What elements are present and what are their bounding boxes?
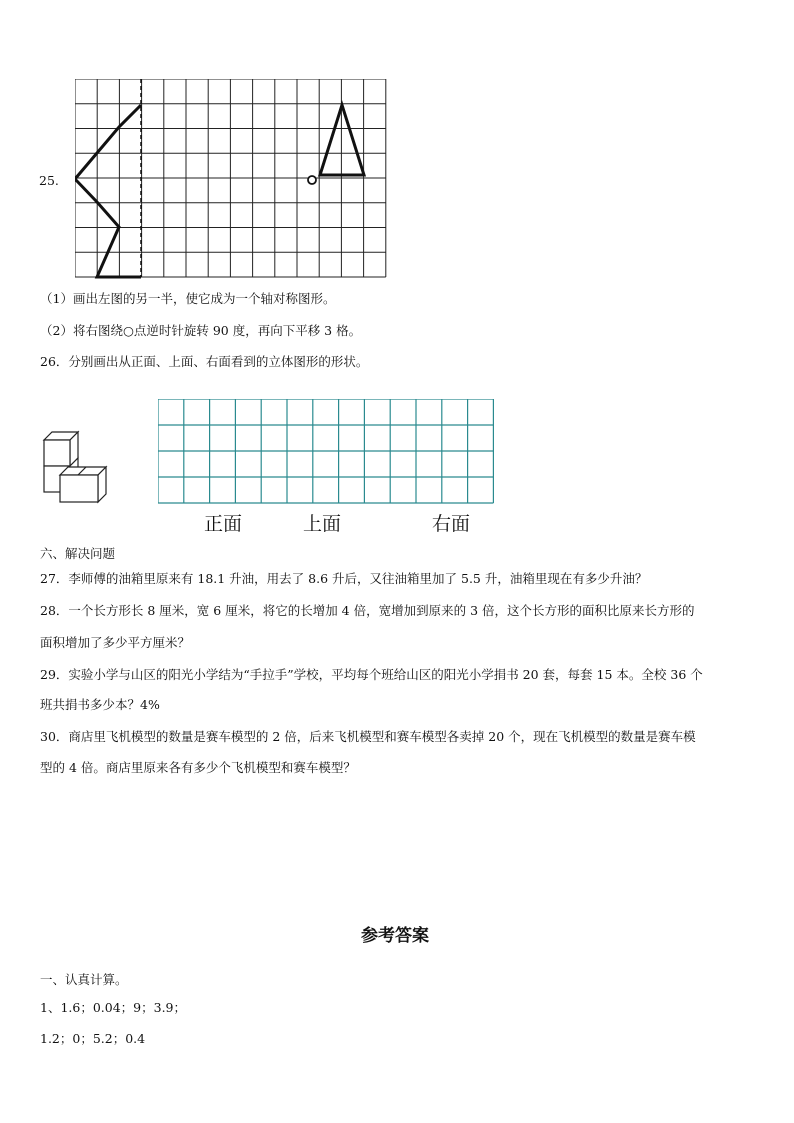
question-25-grid-figure xyxy=(75,79,389,279)
answers-line-1: 1、1.6；0.04；9；3.9； xyxy=(40,1000,186,1015)
question-26-drawing-grid xyxy=(158,399,496,505)
answers-title: 参考答案 xyxy=(361,926,429,946)
question-29-line-1: 29．实验小学与山区的阳光小学结为“手拉手”学校，平均每个班给山区的阳光小学捐书 20 套，每套 15 本。全校 36 个 xyxy=(40,667,703,682)
right-view-label: 右面 xyxy=(432,513,471,535)
rotation-center-point xyxy=(308,176,316,184)
question-25-number: 25. xyxy=(39,173,59,188)
question-29-line-2: 班共捐书多少本？4% xyxy=(40,697,160,712)
answers-section-1-heading: 一、认真计算。 xyxy=(40,972,128,987)
answers-line-2: 1.2；0；5.2；0.4 xyxy=(40,1031,146,1046)
left-half-shape xyxy=(75,105,141,277)
question-25-part-2: （2）将右图绕○点逆时针旋转 90 度，再向下平移 3 格。 xyxy=(40,323,362,338)
question-26-text: 26．分别画出从正面、上面、右面看到的立体图形的形状。 xyxy=(40,354,369,369)
section-6-heading: 六、解决问题 xyxy=(40,546,116,561)
question-30-line-2: 型的 4 倍。商店里原来各有多少个飞机模型和赛车模型？ xyxy=(40,760,356,775)
top-view-label: 上面 xyxy=(303,513,342,535)
question-28-line-2: 面积增加了多少平方厘米？ xyxy=(40,635,191,650)
question-27-text: 27．李师傅的油箱里原来有 18.1 升油，用去了 8.6 升后，又往油箱里加了 5.5 升，油箱里现在有多少升油？ xyxy=(40,571,648,586)
triangle-shape xyxy=(320,105,364,175)
question-28-line-1: 28．一个长方形长 8 厘米，宽 6 厘米，将它的长增加 4 倍，宽增加到原来的 3 倍，这个长方形的面积比原来长方形的 xyxy=(40,603,695,618)
front-view-label: 正面 xyxy=(204,513,243,535)
question-25-part-1: （1）画出左图的另一半，使它成为一个轴对称图形。 xyxy=(40,291,336,306)
cube-stack-figure xyxy=(40,428,110,504)
question-30-line-1: 30．商店里飞机模型的数量是赛车模型的 2 倍，后来飞机模型和赛车模型各卖掉 20 个，现在飞机模型的数量是赛车模 xyxy=(40,729,696,744)
